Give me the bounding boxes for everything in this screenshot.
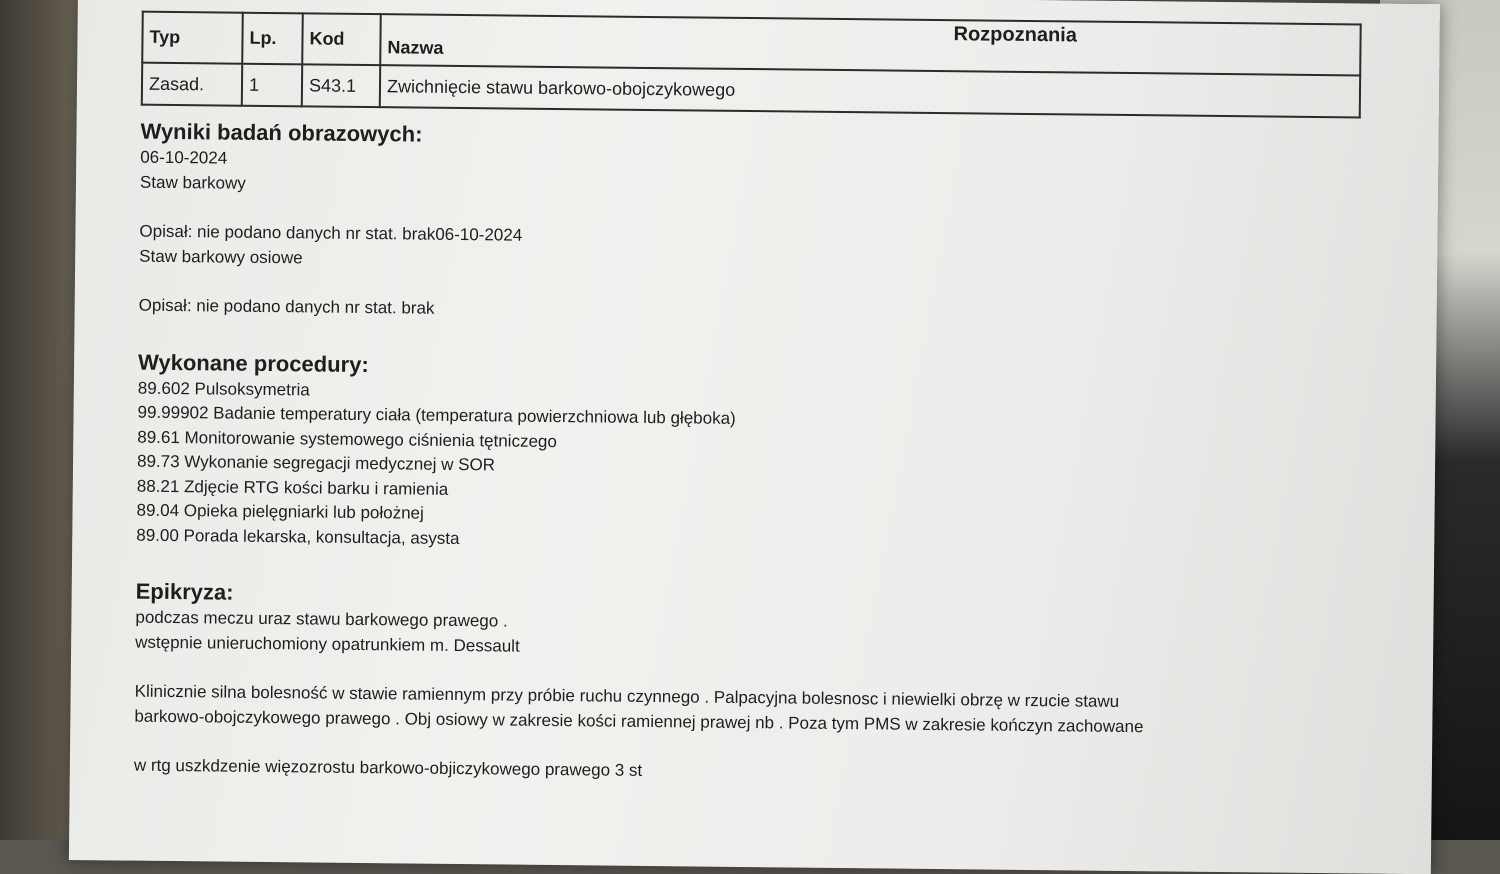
epicrisis-line: Klinicznie silna bolesność w stawie ramiennym przy próbie ruchu czynnego . Palpacyjna bolesnosc i niewielki obrzę w rzucie stawu <box>134 681 1120 711</box>
cell-kod: S43.1 <box>302 64 380 107</box>
procedure-item: 89.73 Wykonanie segregacji medycznej w SOR <box>136 451 496 475</box>
epicrisis-line: podczas meczu uraz stawu barkowego prawego . <box>135 607 508 631</box>
epicrisis-line: w rtg uszkdzenie więzozrostu barkowo-objiczykowego prawego 3 st <box>133 755 643 780</box>
imaging-section <box>139 118 1371 331</box>
header-typ: Typ <box>142 12 243 64</box>
procedure-item: 89.61 Monitorowanie systemowego ciśnienia tętniczego <box>137 427 557 451</box>
imaging-description-1: Opisał: nie podano danych nr stat. brak06-10-2024 <box>139 221 523 245</box>
document-content <box>134 11 1372 791</box>
cell-typ: Zasad. <box>142 63 242 106</box>
procedure-item: 89.04 Opieka pielęgniarki lub położnej <box>136 500 424 523</box>
imaging-description-2: Opisał: nie podano danych nr stat. brak <box>138 295 435 318</box>
epicrisis-line: wstępnie unieruchomiony opatrunkiem m. Dessault <box>135 632 520 656</box>
procedure-item: 89.00 Porada lekarska, konsultacja, asysta <box>136 525 460 548</box>
epicrisis-line: barkowo-obojczykowego prawego . Obj osiowy w zakresie kości ramiennej prawej nb . Poza tym PMS w zakresie kończyn zachowane <box>134 706 1144 736</box>
imaging-heading: Wyniki badań obrazowych: <box>140 118 423 147</box>
imaging-date-1: 06-10-2024 <box>140 147 228 168</box>
header-lp: Lp. <box>242 13 303 65</box>
imaging-exam-1: Staw barkowy <box>139 172 246 193</box>
diagnoses-table <box>141 11 1362 119</box>
diagnoses-title: Rozpoznania <box>953 23 1078 47</box>
procedure-item: 89.602 Pulsoksymetria <box>137 378 310 399</box>
procedures-section <box>136 348 1368 560</box>
imaging-exam-2: Staw barkowy osiowe <box>139 246 303 267</box>
document-page <box>69 0 1440 874</box>
procedure-item: 99.99902 Badanie temperatury ciała (temperatura powierzchniowa lub głęboka) <box>137 402 736 428</box>
procedure-item: 88.21 Zdjęcie RTG kości barku i ramienia <box>136 476 449 499</box>
header-nazwa-wrap <box>387 21 1353 68</box>
header-nazwa: Nazwa <box>387 37 444 58</box>
epicrisis-heading: Epikryza: <box>135 578 234 605</box>
cell-lp: 1 <box>242 64 302 107</box>
header-kod: Kod <box>302 13 381 65</box>
procedures-heading: Wykonane procedury: <box>137 349 369 377</box>
cell-nazwa: Zwichnięcie stawu barkowo-obojczykowego <box>380 65 1360 117</box>
epicrisis-section <box>134 578 1366 791</box>
